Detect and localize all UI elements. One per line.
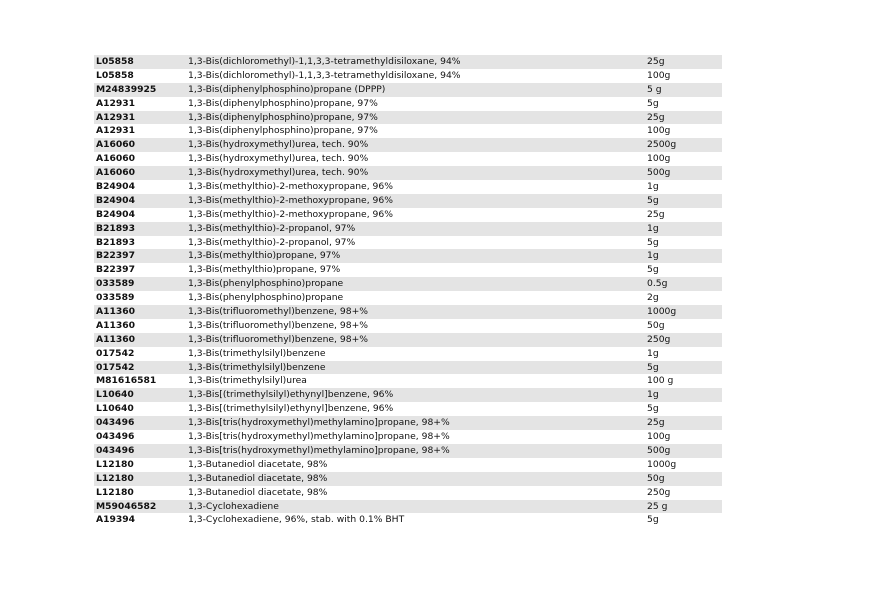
catalog-number: A11360 xyxy=(96,319,136,331)
product-name: 1,3-Bis(hydroxymethyl)urea, tech. 90% xyxy=(188,153,369,165)
package-size: 5g xyxy=(647,264,659,276)
catalog-number: A12931 xyxy=(96,111,136,123)
table-row xyxy=(94,111,722,125)
table-row xyxy=(94,388,722,402)
package-size: 25g xyxy=(647,208,665,220)
product-name: 1,3-Bis(diphenylphosphino)propane, 97% xyxy=(188,111,378,123)
catalog-number: L05858 xyxy=(96,69,134,81)
package-size: 2500g xyxy=(647,139,677,151)
table-row xyxy=(94,263,722,277)
package-size: 1g xyxy=(647,181,659,193)
package-size: 100g xyxy=(647,69,671,81)
product-name: 1,3-Bis(trifluoromethyl)benzene, 98+% xyxy=(188,306,369,318)
catalog-number: M81616581 xyxy=(96,375,157,387)
product-name: 1,3-Bis(trimethylsilyl)benzene xyxy=(188,347,326,359)
catalog-number: A19394 xyxy=(96,514,136,526)
catalog-number: M59046582 xyxy=(96,500,157,512)
catalog-number: B21893 xyxy=(96,236,135,248)
package-size: 2g xyxy=(647,292,659,304)
product-name: 1,3-Bis(hydroxymethyl)urea, tech. 90% xyxy=(188,167,369,179)
product-name: 1,3-Cyclohexadiene, 96%, stab. with 0.1% BHT xyxy=(188,514,405,526)
package-size: 5g xyxy=(647,361,659,373)
product-name: 1,3-Bis(methylthio)-2-methoxypropane, 96% xyxy=(188,194,393,206)
package-size: 500g xyxy=(647,167,671,179)
table-row xyxy=(94,402,722,416)
table-row xyxy=(94,236,722,250)
product-name: 1,3-Bis(phenylphosphino)propane xyxy=(188,278,344,290)
package-size: 100g xyxy=(647,153,671,165)
table-row xyxy=(94,444,722,458)
product-name: 1,3-Bis(dichloromethyl)-1,1,3,3-tetramethyldisiloxane, 94% xyxy=(188,56,461,67)
package-size: 1000g xyxy=(647,306,677,318)
product-name: 1,3-Bis[tris(hydroxymethyl)methylamino]propane, 98+% xyxy=(188,444,450,456)
catalog-number: L12180 xyxy=(96,472,134,484)
catalog-number: A16060 xyxy=(96,153,136,165)
catalog-number: 033589 xyxy=(96,292,135,304)
catalog-number: B22397 xyxy=(96,264,135,276)
package-size: 1000g xyxy=(647,458,677,470)
package-size: 25 g xyxy=(647,500,668,512)
table-row xyxy=(94,305,722,319)
table-row xyxy=(94,472,722,486)
catalog-number: L10640 xyxy=(96,403,134,415)
package-size: 1g xyxy=(647,389,659,401)
package-size: 100 g xyxy=(647,375,674,387)
product-name: 1,3-Bis(methylthio)propane, 97% xyxy=(188,250,341,262)
package-size: 50g xyxy=(647,472,665,484)
package-size: 0.5g xyxy=(647,278,668,290)
product-name: 1,3-Bis[tris(hydroxymethyl)methylamino]propane, 98+% xyxy=(188,431,450,443)
catalog-number: A16060 xyxy=(96,167,136,179)
catalog-number: A11360 xyxy=(96,306,136,318)
table-row xyxy=(94,291,722,305)
package-size: 25g xyxy=(647,111,665,123)
package-size: 5g xyxy=(647,236,659,248)
table-row xyxy=(94,194,722,208)
product-name: 1,3-Butanediol diacetate, 98% xyxy=(188,458,328,470)
product-name: 1,3-Bis(trimethylsilyl)benzene xyxy=(188,361,326,373)
table-row xyxy=(94,277,722,291)
package-size: 5g xyxy=(647,514,659,526)
catalog-number: A16060 xyxy=(96,139,136,151)
catalog-number: B24904 xyxy=(96,194,135,206)
table-row xyxy=(94,374,722,388)
package-size: 250g xyxy=(647,486,671,498)
product-name: 1,3-Bis(trifluoromethyl)benzene, 98+% xyxy=(188,333,369,345)
catalog-number: 043496 xyxy=(96,444,135,456)
package-size: 1g xyxy=(647,222,659,234)
catalog-number: M24839925 xyxy=(96,83,157,95)
table-row xyxy=(94,222,722,236)
product-name: 1,3-Bis[(trimethylsilyl)ethynyl]benzene, 96% xyxy=(188,403,394,415)
table-row xyxy=(94,138,722,152)
table-row xyxy=(94,513,722,527)
table-row xyxy=(94,347,722,361)
product-name: 1,3-Bis(trimethylsilyl)urea xyxy=(188,375,307,387)
package-size: 25g xyxy=(647,56,665,67)
table-row xyxy=(94,97,722,111)
catalog-number: L12180 xyxy=(96,486,134,498)
catalog-number: L05858 xyxy=(96,56,134,67)
catalog-number: B24904 xyxy=(96,208,135,220)
package-size: 50g xyxy=(647,319,665,331)
table-row xyxy=(94,361,722,375)
product-table xyxy=(94,55,722,527)
product-name: 1,3-Bis(diphenylphosphino)propane, 97% xyxy=(188,125,378,137)
product-name: 1,3-Bis(methylthio)-2-methoxypropane, 96% xyxy=(188,208,393,220)
product-name: 1,3-Bis(diphenylphosphino)propane (DPPP) xyxy=(188,83,386,95)
table-row xyxy=(94,55,722,69)
product-name: 1,3-Bis(trifluoromethyl)benzene, 98+% xyxy=(188,319,369,331)
table-row xyxy=(94,319,722,333)
package-size: 500g xyxy=(647,444,671,456)
table-row xyxy=(94,83,722,97)
catalog-number: 017542 xyxy=(96,361,135,373)
catalog-number: 043496 xyxy=(96,417,135,429)
table-row xyxy=(94,458,722,472)
table-row xyxy=(94,486,722,500)
package-size: 5g xyxy=(647,403,659,415)
package-size: 100g xyxy=(647,125,671,137)
table-row xyxy=(94,69,722,83)
package-size: 5g xyxy=(647,97,659,109)
catalog-number: 033589 xyxy=(96,278,135,290)
catalog-number: A12931 xyxy=(96,125,136,137)
product-name: 1,3-Butanediol diacetate, 98% xyxy=(188,486,328,498)
product-name: 1,3-Bis[tris(hydroxymethyl)methylamino]propane, 98+% xyxy=(188,417,450,429)
product-name: 1,3-Bis(hydroxymethyl)urea, tech. 90% xyxy=(188,139,369,151)
package-size: 25g xyxy=(647,417,665,429)
table-row xyxy=(94,249,722,263)
catalog-number: L10640 xyxy=(96,389,134,401)
package-size: 250g xyxy=(647,333,671,345)
product-name: 1,3-Bis[(trimethylsilyl)ethynyl]benzene, 96% xyxy=(188,389,394,401)
product-name: 1,3-Bis(diphenylphosphino)propane, 97% xyxy=(188,97,378,109)
product-name: 1,3-Bis(methylthio)propane, 97% xyxy=(188,264,341,276)
product-name: 1,3-Butanediol diacetate, 98% xyxy=(188,472,328,484)
product-name: 1,3-Cyclohexadiene xyxy=(188,500,279,512)
catalog-number: 043496 xyxy=(96,431,135,443)
package-size: 1g xyxy=(647,347,659,359)
table-row xyxy=(94,166,722,180)
table-row xyxy=(94,333,722,347)
product-name: 1,3-Bis(phenylphosphino)propane xyxy=(188,292,344,304)
table-row xyxy=(94,152,722,166)
table-row xyxy=(94,208,722,222)
product-name: 1,3-Bis(methylthio)-2-propanol, 97% xyxy=(188,236,356,248)
table-row xyxy=(94,500,722,514)
catalog-number: B24904 xyxy=(96,181,135,193)
table-row xyxy=(94,180,722,194)
catalog-number: A12931 xyxy=(96,97,136,109)
catalog-number: L12180 xyxy=(96,458,134,470)
package-size: 5 g xyxy=(647,83,662,95)
table-row xyxy=(94,124,722,138)
product-name: 1,3-Bis(dichloromethyl)-1,1,3,3-tetramethyldisiloxane, 94% xyxy=(188,69,461,81)
catalog-number: B22397 xyxy=(96,250,135,262)
product-name: 1,3-Bis(methylthio)-2-methoxypropane, 96% xyxy=(188,181,393,193)
product-name: 1,3-Bis(methylthio)-2-propanol, 97% xyxy=(188,222,356,234)
table-row xyxy=(94,416,722,430)
catalog-number: B21893 xyxy=(96,222,135,234)
package-size: 1g xyxy=(647,250,659,262)
package-size: 5g xyxy=(647,194,659,206)
catalog-number: A11360 xyxy=(96,333,136,345)
catalog-number: 017542 xyxy=(96,347,135,359)
package-size: 100g xyxy=(647,431,671,443)
table-row xyxy=(94,430,722,444)
